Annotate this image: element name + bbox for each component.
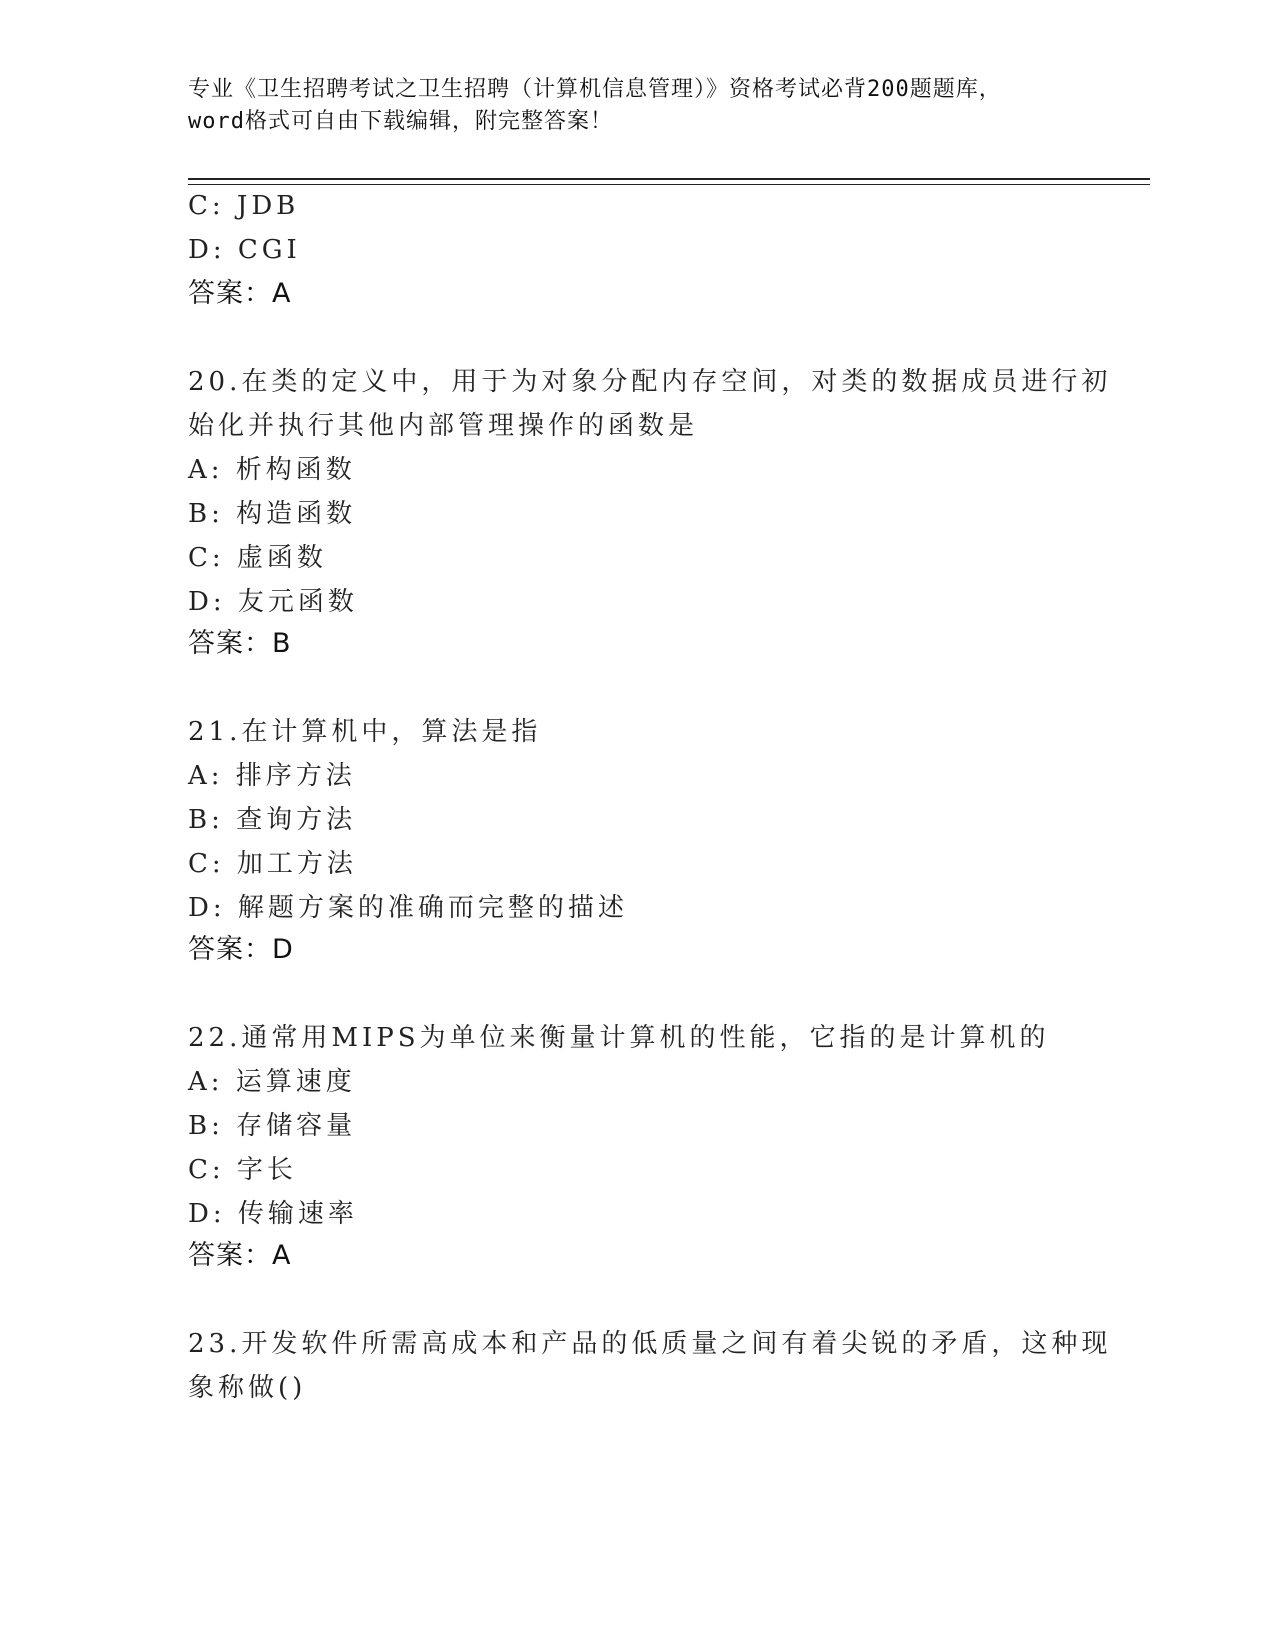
question-text: 22.通常用MIPS为单位来衡量计算机的性能，它指的是计算机的 [188, 1023, 1050, 1053]
question-text: 20.在类的定义中，用于为对象分配内存空间，对类的数据成员进行初 [188, 367, 1112, 397]
header-rule-thin [188, 184, 1150, 185]
option-b: B: 查询方法 [188, 805, 357, 835]
document-header [188, 74, 1088, 138]
question-text: 始化并执行其他内部管理操作的函数是 [188, 411, 699, 441]
answer: 答案：D [188, 934, 294, 965]
option-a: A: 运算速度 [188, 1067, 356, 1097]
option-d: D: 解题方案的准确而完整的描述 [188, 893, 628, 923]
answer: 答案：B [188, 628, 292, 659]
header-rule [188, 178, 1150, 180]
option-a: A: 排序方法 [188, 761, 356, 791]
option-c: C: 字长 [188, 1155, 297, 1185]
option-d: D: 传输速率 [188, 1199, 358, 1229]
question-text: 象称做() [188, 1373, 307, 1403]
answer: 答案：A [188, 1240, 292, 1271]
header-line-1: 专业《卫生招聘考试之卫生招聘（计算机信息管理）》资格考试必背200题题库， [188, 77, 1002, 102]
option-a: A: 析构函数 [188, 455, 356, 485]
option-d: D: 友元函数 [188, 587, 358, 617]
header-line-2: word格式可自由下载编辑，附完整答案！ [188, 109, 613, 134]
question-text: 23.开发软件所需高成本和产品的低质量之间有着尖锐的矛盾，这种现 [188, 1329, 1112, 1359]
option-b: B: 构造函数 [188, 499, 357, 529]
question-text: 21.在计算机中，算法是指 [188, 717, 542, 747]
option-c: C: JDB [188, 191, 300, 221]
option-b: B: 存储容量 [188, 1111, 357, 1141]
option-d: D: CGI [188, 235, 301, 265]
option-c: C: 虚函数 [188, 543, 327, 573]
option-c: C: 加工方法 [188, 849, 357, 879]
answer: 答案：A [188, 278, 292, 309]
